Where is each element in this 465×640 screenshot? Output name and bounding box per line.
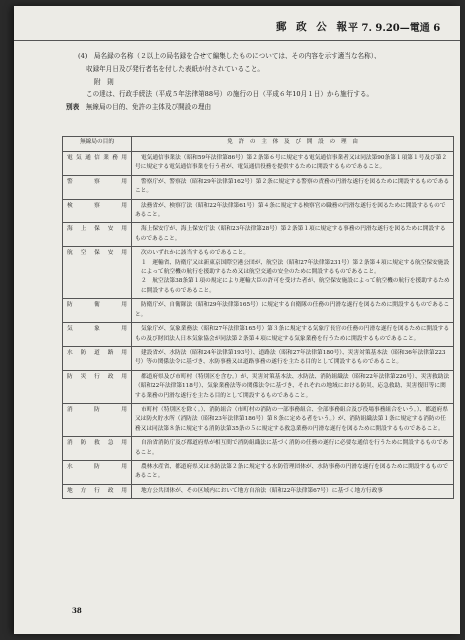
row-purpose: 水防道路用 [63, 346, 132, 370]
table-row [63, 199, 454, 223]
table-row [63, 299, 454, 323]
issue-date: 平 7. 9.20—電通 6 [348, 23, 441, 34]
row-purpose: 消防用 [63, 403, 132, 436]
table-row [63, 223, 454, 247]
table-caption [66, 101, 454, 114]
row-purpose: 気象用 [63, 323, 132, 347]
row-reason: 自治省消防庁及び都道府県が相互間で消防組織法に基づく消防の任務の遂行に必要な通信を行うために開設するものであること。 [132, 437, 454, 461]
col-header-reason: 免 許 の 主 体 及 び 開 設 の 理 由 [132, 137, 454, 152]
page-header [14, 6, 460, 41]
row-reason: 地方公共団体が、その区域内において地方自治法（昭和22年法律第67号）に基づく地方行政事 [132, 484, 454, 498]
page-number: 38 [72, 606, 82, 615]
table-row [63, 323, 454, 347]
row-reason: 海上保安庁が、海上保安庁法（昭和23年法律第28号）第２条第１項に規定する事務の円滑な遂行を図るために開設するものであること。 [132, 223, 454, 247]
row-reason: 電気通信事業法（昭和59年法律第86号）第２条第６号に規定する電気通信事業者又は同法第90条第１項第１号及び第２号に規定する電気通信事業を行う者が、電気通信役務を提供するために開設するものであること。 [132, 152, 454, 176]
row-reason: 警察庁が、警察法（昭和29年法律第162号）第２条に規定する警察の責務の円滑な遂行を図るために開設するものであること。 [132, 175, 454, 199]
row-reason: 法務省が、検察庁法（昭和22年法律第61号）第４条に規定する検察官の職務の円滑な遂行を図るために開設するものであること。 [132, 199, 454, 223]
item4-line1: (4) 局名録の名称（２以上の局名録を合せて編集したものについては、その内容を示す適当な名称）、 [78, 52, 381, 60]
row-purpose: 航空保安用 [63, 247, 132, 299]
row-reason: 市町村（特別区を除く。）、消防組合（市町村の消防の一部事務組合、全部事務組合及び役場事務組合をいう。）、都道府県又は防火貯水所（消防法（昭和23年法律第186号）第８条に定める者をいう。）が、消防組織法第１条に規定する消防の任務又は同法第８条に規定する消防法第35条の５に規定する救急業務の円滑な遂行を図るために開設するものであること。 [132, 403, 454, 436]
row-purpose: 地方行政用 [63, 484, 132, 498]
row-reason: 農林水産省、都道府県又は水防法第２条に規定する水防管理団体が、水防事務の円滑な遂行を図るために開設するものであること。 [132, 460, 454, 484]
publication-title: 郵 政 公 報 [276, 21, 350, 33]
row-sub-item: １ 運輸省、防衛庁又は新東京国際空港公団が、航空法（昭和27年法律第231号）第２条第４項に規定する航空保安施設によって航空機の航行を援助するため又は航空交通の安全のために開設するものであること。 [141, 259, 450, 276]
table-row [63, 370, 454, 403]
table-row [63, 437, 454, 461]
table-row [63, 175, 454, 199]
row-purpose: 海上保安用 [63, 223, 132, 247]
table-row [63, 247, 454, 299]
table-header-row [63, 137, 454, 152]
row-purpose: 消防救急用 [63, 437, 132, 461]
table-row [63, 460, 454, 484]
supplement-text: この達は、行政手続法（平成５年法律第88号）の施行の日（平成６年10月１日）から施行する。 [86, 90, 374, 99]
supplement-heading: 附 則 [94, 77, 114, 86]
row-reason: 防衛庁が、自衛隊法（昭和29年法律第165号）に規定する自衛隊の任務の円滑な遂行を図るために開設するものであること。 [132, 299, 454, 323]
row-reason: 気象庁が、気象業務法（昭和27年法律第165号）第３条に規定する気象庁長官の任務の円滑な遂行を図るために開設するもの及び財団法人日本気象協会が同法第２条第４項に規定する気象業務を行うために開設するものであること。 [132, 323, 454, 347]
table-caption-text: 無線局の目的、免許の主体及び開設の理由 [85, 103, 212, 112]
table-caption-label: 別表 [66, 103, 80, 112]
document-page [14, 6, 460, 634]
row-reason: 次のいずれかに該当するものであること。 [141, 250, 250, 257]
intro-text [66, 50, 454, 114]
item4-line2: 収録年月日及び発行者名を付した表紙が付されていること。 [86, 64, 265, 73]
row-reason: 都道府県及び市町村（特別区を含む。）が、災害対策基本法、水防法、消防組織法（昭和22年法律第226号）、災害救助法（昭和22年法律第118号）、気象業務法等の関係法令に基づき、それぞれの地域における防災、応急救助、災害復旧等に関する業務の円滑な遂行を主たる目的として開設するものであること。 [132, 370, 454, 403]
purpose-table [62, 136, 454, 499]
col-header-purpose: 無線局の目的 [63, 137, 132, 152]
row-purpose: 検察用 [63, 199, 132, 223]
row-reason: 建設省が、水防法（昭和24年法律第193号）、道路法（昭和27年法律第180号）、災害対策基本法（昭和36年法律第223号）等の関係法令に基づき、水防事務又は道路事務の遂行を主たる目的として開設するものであること。 [132, 346, 454, 370]
table-row [63, 346, 454, 370]
row-purpose: 防災行政用 [63, 370, 132, 403]
row-purpose: 警察用 [63, 175, 132, 199]
table-row [63, 484, 454, 498]
row-purpose: 水防用 [63, 460, 132, 484]
row-reason-group [132, 247, 454, 299]
row-purpose: 防衛用 [63, 299, 132, 323]
row-sub-item: ２ 航空法第38条第１項の規定により運輸大臣の許可を受けた者が、航空保安施設によって航空機の航行を援助するために開設するものであること。 [141, 278, 450, 294]
table-row [63, 403, 454, 436]
row-purpose: 電気通信業務用 [63, 152, 132, 176]
table-row [63, 152, 454, 176]
